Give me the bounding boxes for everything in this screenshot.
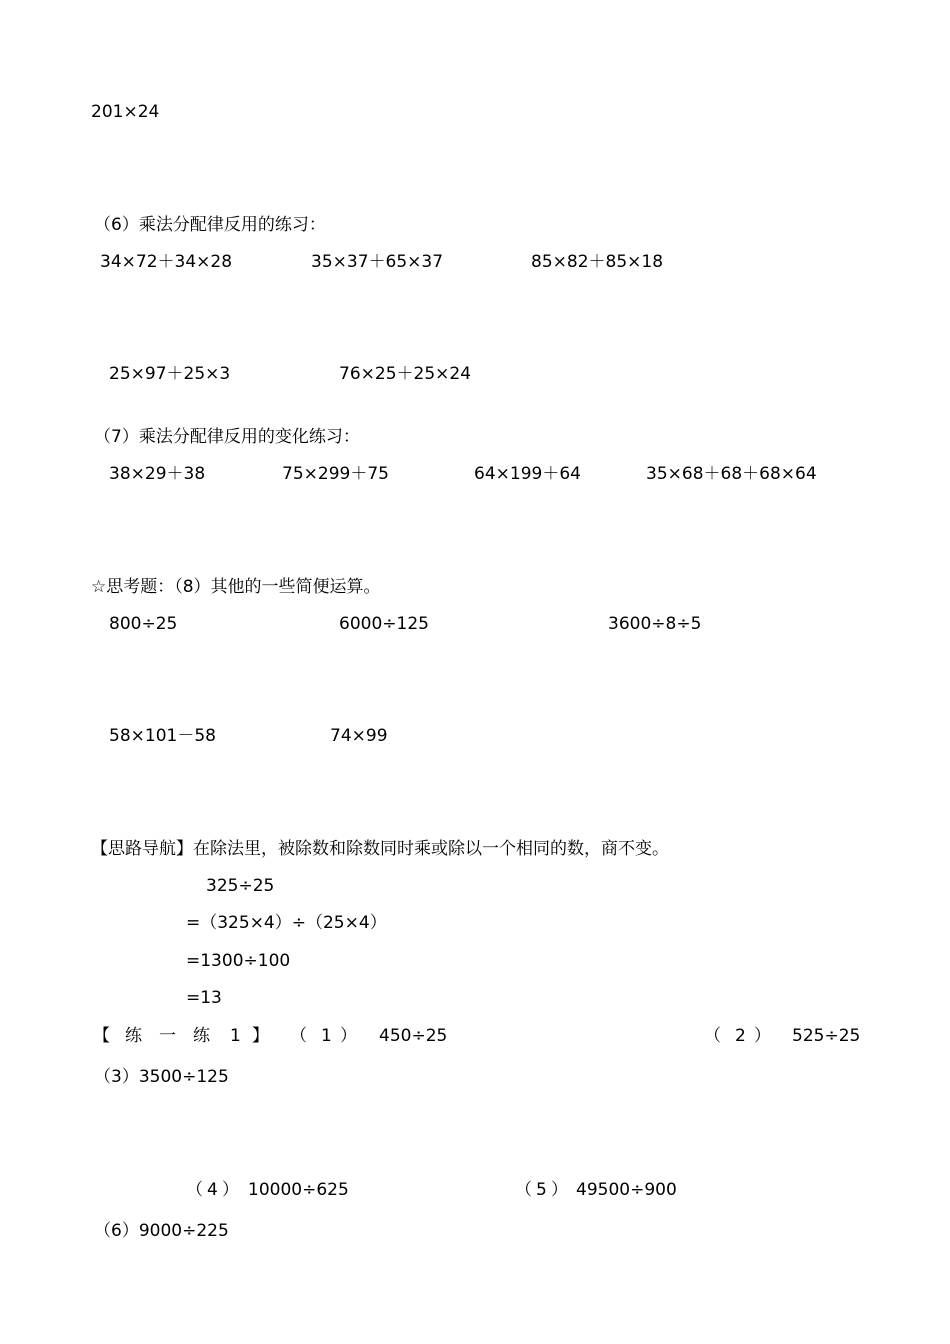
expression: 38×29＋38 (109, 464, 206, 484)
expression: 3600÷8÷5 (608, 614, 702, 634)
expression: 800÷25 (109, 614, 178, 634)
problem-label-char: 2 (735, 1026, 746, 1046)
problem: （6）9000÷225 (94, 1221, 229, 1241)
problem-label-char: 5 (536, 1180, 547, 1200)
expression: 34×72＋34×28 (100, 252, 233, 272)
solution-step: =13 (186, 988, 222, 1008)
expression: 525÷25 (792, 1026, 861, 1046)
problem-label-char: ） (551, 1180, 568, 1200)
expression: 85×82＋85×18 (531, 252, 664, 272)
practice-title-char: 练 (193, 1026, 210, 1046)
problem-label-char: （ (704, 1026, 721, 1046)
problem-label-char: 1 (321, 1026, 332, 1046)
practice-title-char: 【 (93, 1026, 110, 1046)
problem: （3）3500÷125 (94, 1067, 229, 1087)
section-heading-7: （7）乘法分配律反用的变化练习： (94, 427, 360, 447)
solution-step: =1300÷100 (186, 951, 291, 971)
expression: 74×99 (330, 726, 388, 746)
solution-step: 325÷25 (206, 876, 275, 896)
expression: 25×97＋25×3 (109, 364, 231, 384)
expression: 49500÷900 (576, 1180, 677, 1200)
expression: 75×299＋75 (282, 464, 389, 484)
expression: 201×24 (91, 102, 160, 122)
practice-title-char: 】 (252, 1026, 269, 1046)
expression: 10000÷625 (248, 1180, 349, 1200)
practice-title-char: 一 (159, 1026, 176, 1046)
expression: 6000÷125 (339, 614, 429, 634)
solution-step: =（325×4）÷（25×4） (186, 913, 387, 933)
problem-label-char: （ (186, 1180, 203, 1200)
expression: 76×25＋25×24 (339, 364, 472, 384)
section-heading-6: （6）乘法分配律反用的练习： (94, 215, 326, 235)
section-heading-8: ☆思考题：（8）其他的一些简便运算。 (91, 577, 381, 597)
problem-label-char: ） (222, 1180, 239, 1200)
problem-label-char: （ (515, 1180, 532, 1200)
practice-title-char: 练 (125, 1026, 142, 1046)
practice-title-char: 1 (230, 1026, 241, 1046)
expression: 35×37＋65×37 (311, 252, 444, 272)
problem-label-char: ） (754, 1026, 771, 1046)
expression: 58×101－58 (109, 726, 216, 746)
problem-label-char: （ (290, 1026, 307, 1046)
expression: 64×199＋64 (474, 464, 581, 484)
expression: 35×68＋68＋68×64 (646, 464, 817, 484)
expression: 450÷25 (379, 1026, 448, 1046)
guide-heading: 【思路导航】在除法里，被除数和除数同时乘或除以一个相同的数，商不变。 (91, 839, 669, 859)
problem-label-char: 4 (207, 1180, 218, 1200)
problem-label-char: ） (340, 1026, 357, 1046)
